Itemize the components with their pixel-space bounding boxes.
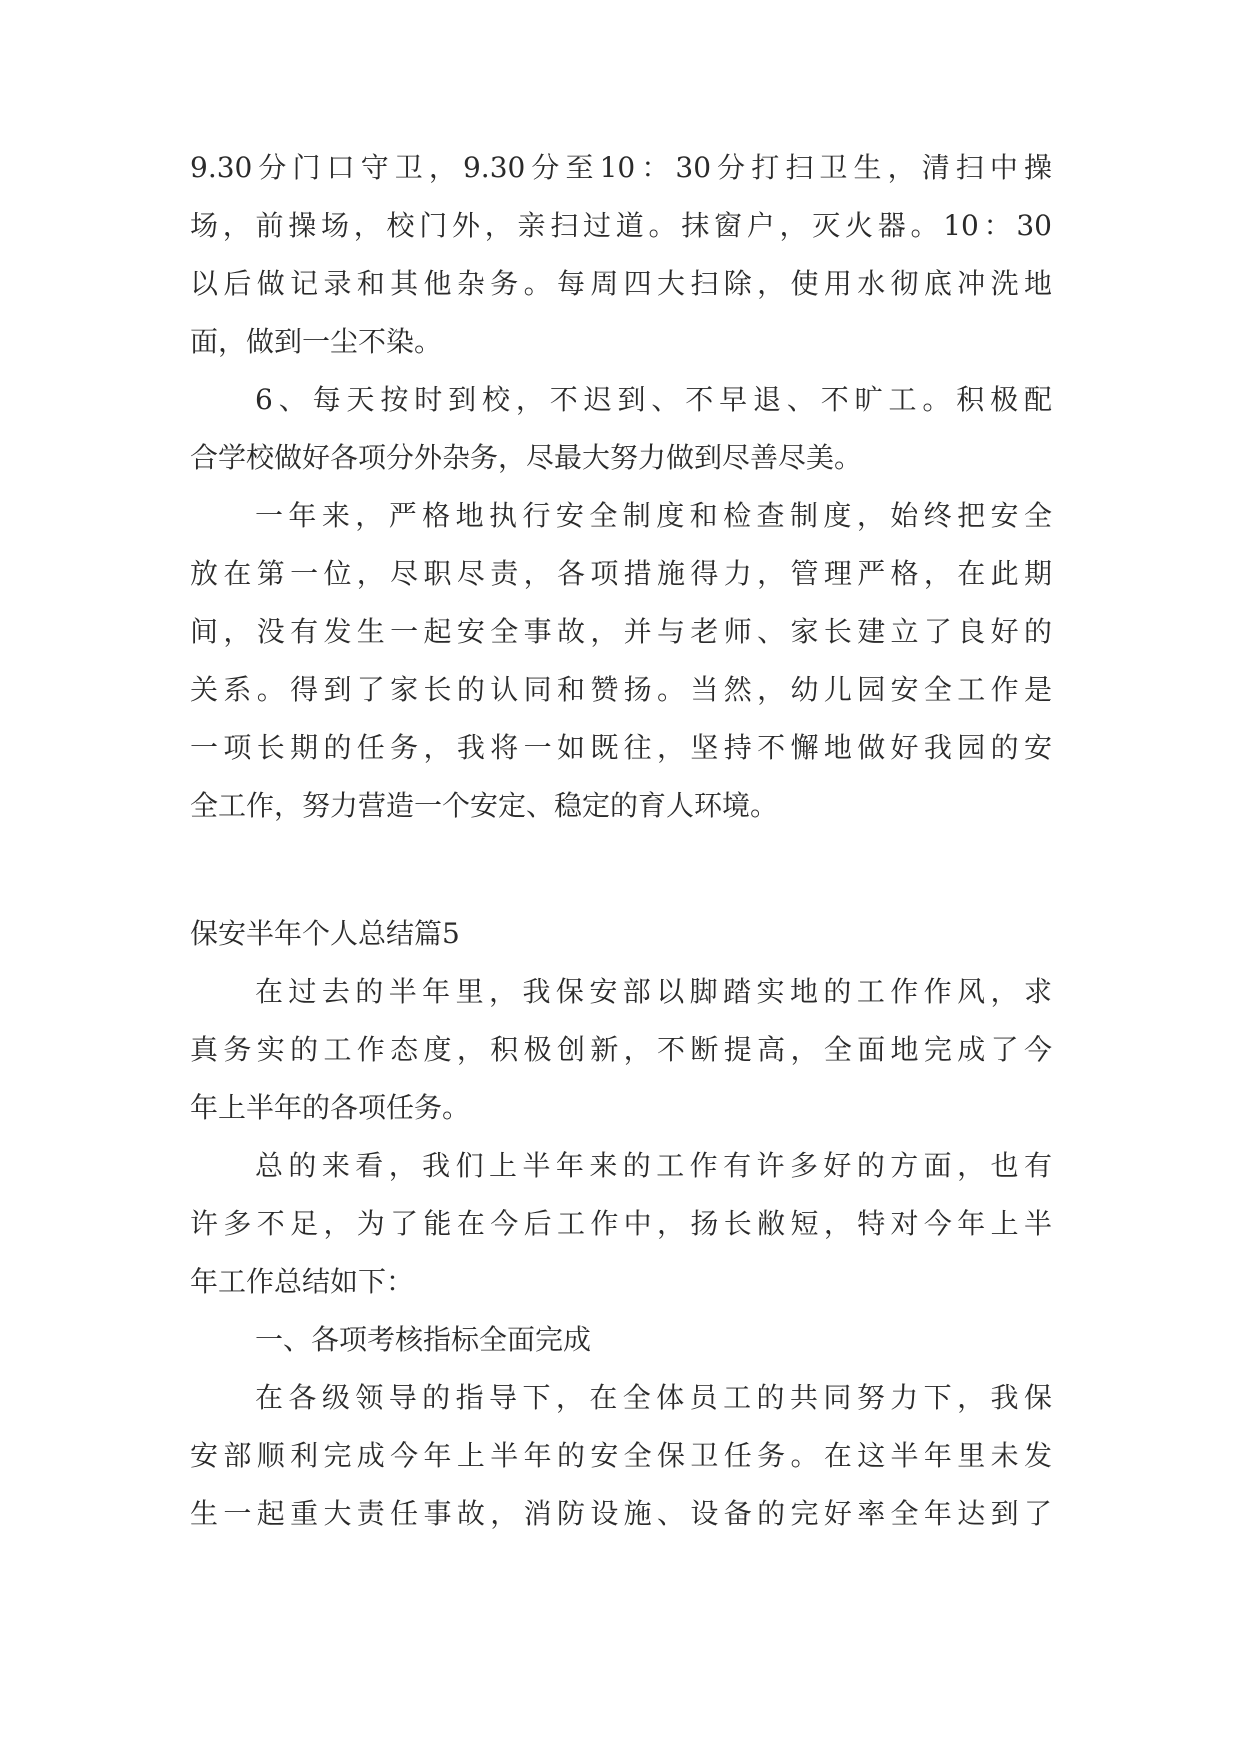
section-heading: 保安半年个人总结篇5: [190, 917, 460, 950]
text-line: 生一起重大责任事故，消防设施、设备的完好率全年达到了: [190, 1497, 1052, 1530]
text-line: 关系。得到了家长的认同和赞扬。当然，幼儿园安全工作是: [190, 673, 1052, 706]
text-line: 全工作，努力营造一个安定、稳定的育人环境。: [190, 789, 779, 822]
text-line: 9.30分门口守卫，9.30分至10：30分打扫卫生，清扫中操: [190, 151, 1052, 184]
text-line: 总的来看，我们上半年来的工作有许多好的方面，也有: [255, 1149, 1052, 1182]
text-line: 一年来，严格地执行安全制度和检查制度，始终把安全: [255, 499, 1052, 532]
text-line: 间，没有发生一起安全事故，并与老师、家长建立了良好的: [190, 615, 1052, 648]
text-line: 6、每天按时到校，不迟到、不早退、不旷工。积极配: [255, 383, 1052, 416]
text-line: 合学校做好各项分外杂务，尽最大努力做到尽善尽美。: [190, 441, 863, 474]
text-line: 真务实的工作态度，积极创新，不断提高，全面地完成了今: [190, 1033, 1052, 1066]
text-line: 放在第一位，尽职尽责，各项措施得力，管理严格，在此期: [190, 557, 1052, 590]
text-line: 安部顺利完成今年上半年的安全保卫任务。在这半年里未发: [190, 1439, 1052, 1472]
text-line: 在各级领导的指导下，在全体员工的共同努力下，我保: [255, 1381, 1052, 1414]
text-line: 在过去的半年里，我保安部以脚踏实地的工作作风，求: [255, 975, 1052, 1008]
text-line: 许多不足，为了能在今后工作中，扬长敝短，特对今年上半: [190, 1207, 1052, 1240]
text-line: 以后做记录和其他杂务。每周四大扫除，使用水彻底冲洗地: [190, 267, 1052, 300]
text-line: 面，做到一尘不染。: [190, 325, 443, 358]
subheading: 一、各项考核指标全面完成: [255, 1323, 592, 1356]
text-line: 年上半年的各项任务。: [190, 1091, 471, 1124]
text-line: 场，前操场，校门外，亲扫过道。抹窗户，灭火器。10：30: [190, 209, 1052, 242]
text-line: 一项长期的任务，我将一如既往，坚持不懈地做好我园的安: [190, 731, 1052, 764]
text-line: 年工作总结如下：: [190, 1265, 415, 1298]
